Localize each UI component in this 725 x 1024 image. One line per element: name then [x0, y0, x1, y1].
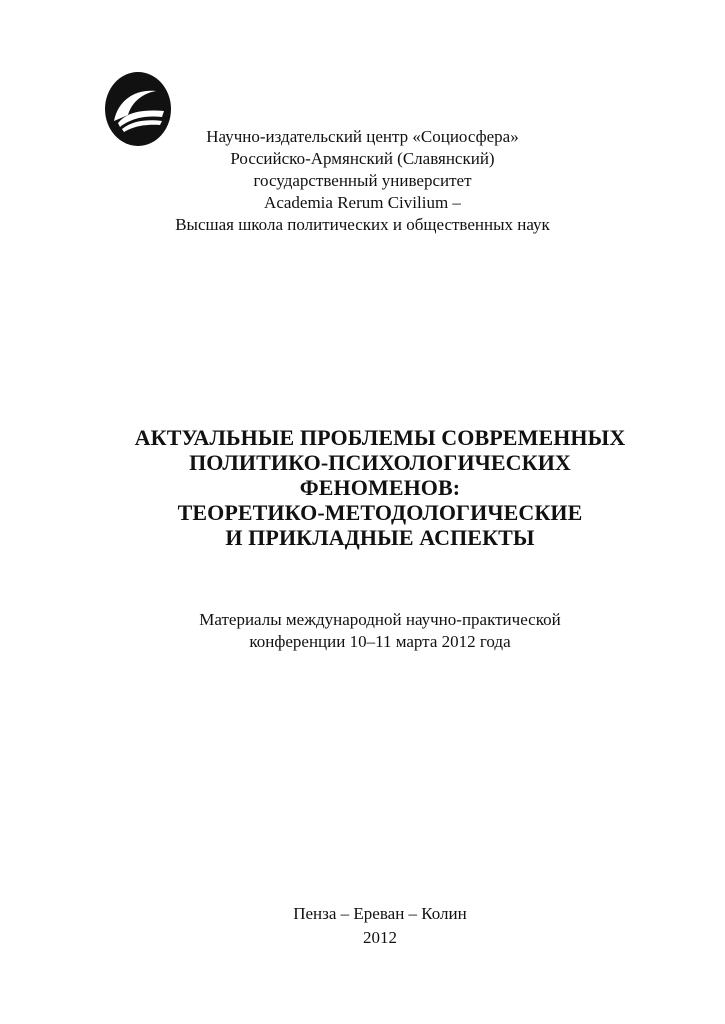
document-subtitle	[0, 609, 725, 653]
title-line: ПОЛИТИКО-ПСИХОЛОГИЧЕСКИХ	[189, 450, 571, 475]
imprint-place: Пенза – Ереван – Колин	[293, 904, 467, 923]
publisher-line: Высшая школа политических и общественных наук	[175, 215, 550, 234]
publisher-block	[0, 126, 725, 236]
subtitle-line: Материалы международной научно-практической	[199, 610, 561, 629]
publisher-line: государственный университет	[253, 171, 472, 190]
title-line: И ПРИКЛАДНЫЕ АСПЕКТЫ	[225, 525, 535, 550]
imprint-block	[0, 902, 725, 950]
subtitle-line: конференции 10–11 марта 2012 года	[249, 632, 511, 651]
publisher-line: Российско-Армянский (Славянский)	[230, 149, 495, 168]
publisher-line: Научно-издательский центр «Социосфера»	[206, 127, 519, 146]
title-line: АКТУАЛЬНЫЕ ПРОБЛЕМЫ СОВРЕМЕННЫХ	[134, 425, 626, 450]
publisher-line: Academia Rerum Civilium –	[264, 193, 461, 212]
title-line: ФЕНОМЕНОВ:	[299, 475, 461, 500]
document-title	[0, 425, 725, 550]
title-line: ТЕОРЕТИКО-МЕТОДОЛОГИЧЕСКИЕ	[177, 500, 583, 525]
imprint-year: 2012	[363, 928, 397, 947]
